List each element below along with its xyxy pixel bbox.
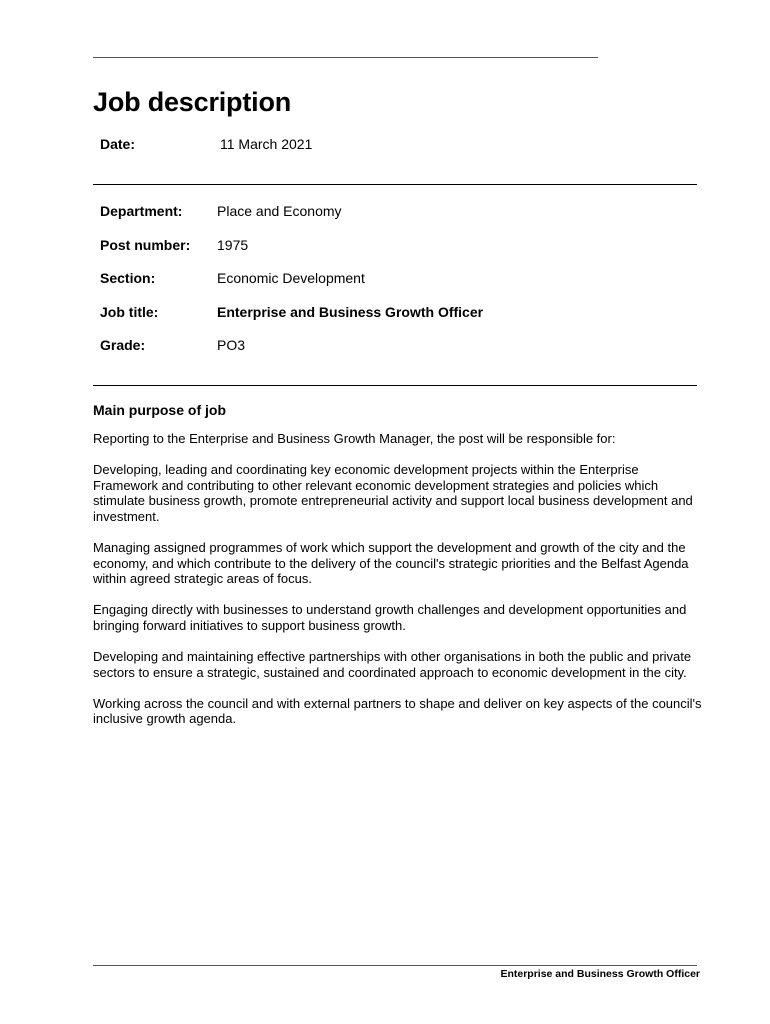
detail-label: Job title: bbox=[100, 303, 159, 320]
paragraph: Developing, leading and coordinating key economic development projects within the Enterprise Framework and contributing to other relevant economic development strategies and policies which stimulate business growth, promote entrepreneurial activity and support local business development and investment. bbox=[93, 462, 693, 524]
footer-title: Enterprise and Business Growth Officer bbox=[500, 968, 700, 980]
detail-row-job-title bbox=[100, 304, 700, 338]
page-title: Job description bbox=[93, 87, 292, 117]
paragraph: Managing assigned programmes of work which support the development and growth of the city and the economy, and which contribute to the delivery of the council's strategic priorities and the Belfast Agenda within agreed strategic areas of focus. bbox=[93, 539, 689, 587]
paragraph: Reporting to the Enterprise and Business Growth Manager, the post will be responsible for: bbox=[93, 431, 616, 446]
date-label: Date: bbox=[100, 136, 136, 152]
detail-value: Enterprise and Business Growth Officer bbox=[217, 303, 484, 320]
detail-value: 1975 bbox=[217, 236, 249, 253]
section-heading: Main purpose of job bbox=[93, 402, 226, 418]
header-divider bbox=[93, 57, 598, 58]
section-divider bbox=[93, 184, 697, 185]
section-divider bbox=[93, 385, 697, 386]
detail-label: Department: bbox=[100, 203, 183, 219]
job-details-table bbox=[100, 203, 700, 371]
paragraph: Developing and maintaining effective partnerships with other organisations in both the public and private sectors to ensure a strategic, sustained and coordinated approach to economic development in the city. bbox=[93, 648, 692, 680]
footer-divider bbox=[93, 965, 697, 966]
date-value: 11 March 2021 bbox=[220, 136, 313, 152]
detail-row-post-number bbox=[100, 237, 700, 271]
detail-value: Place and Economy bbox=[217, 203, 342, 219]
detail-value: Economic Development bbox=[217, 270, 365, 286]
detail-label: Grade: bbox=[100, 337, 146, 353]
detail-row-section bbox=[100, 270, 700, 304]
detail-label: Post number: bbox=[100, 236, 191, 253]
detail-row-department bbox=[100, 203, 700, 237]
main-purpose-section bbox=[93, 402, 703, 742]
paragraph: Engaging directly with businesses to understand growth challenges and development opportunities and bringing forward initiatives to support business growth. bbox=[93, 602, 687, 633]
detail-value: PO3 bbox=[217, 337, 246, 353]
paragraph: Working across the council and with external partners to shape and deliver on key aspects of the council's inclusive growth agenda. bbox=[93, 695, 702, 727]
detail-row-grade bbox=[100, 337, 700, 371]
detail-label: Section: bbox=[100, 270, 156, 286]
